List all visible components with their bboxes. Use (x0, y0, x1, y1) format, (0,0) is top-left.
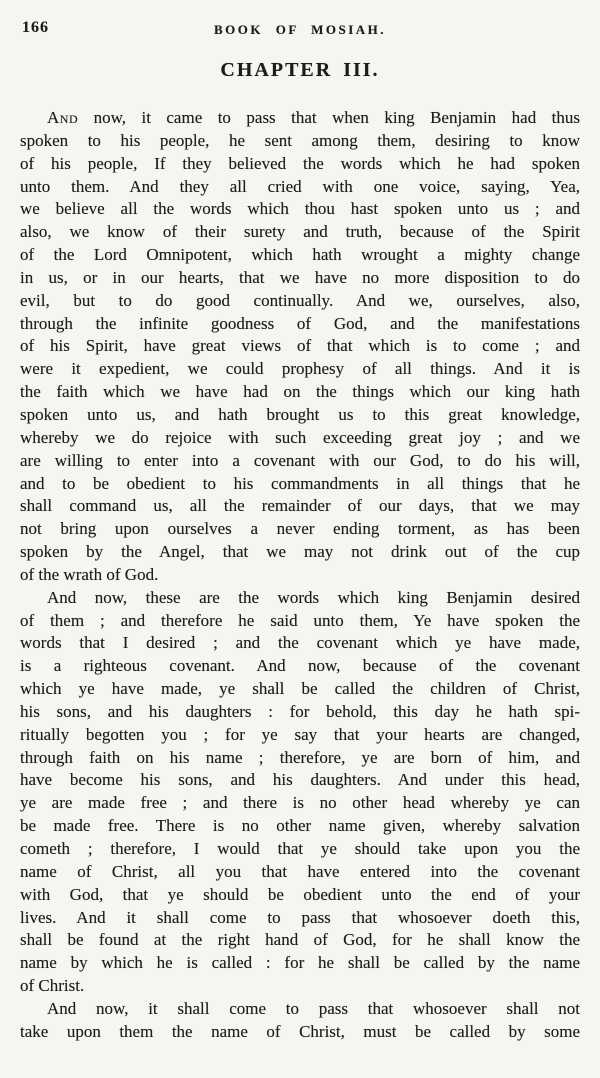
text-line: and to be obedient to his commandments in all things that he (20, 473, 580, 493)
text-line: are willing to enter into a covenant with our God, to do his will, (20, 450, 580, 470)
text-line: shall be found at the right hand of God, for he shall know the (20, 930, 580, 950)
text-line: of his people, If they believed the words which he had spoken (20, 153, 580, 173)
text-line: name of Christ, all you that have entered into the covenant (20, 861, 580, 881)
text-line: which ye have made, ye shall be called the children of Christ, (20, 679, 580, 699)
text-line: in us, or in our hearts, that we have no more disposition to do (20, 267, 580, 287)
text-line: unto them. And they all cried with one voice, saying, Yea, (20, 176, 580, 196)
text-line: of them ; and therefore he said unto them, Ye have spoken the (20, 610, 580, 630)
text-line: is a righteous covenant. And now, because of the covenant (20, 656, 580, 676)
chapter-heading: CHAPTER III. (220, 59, 380, 81)
text-line: with God, that ye should be obedient unto the end of your (20, 884, 580, 904)
text-line: spoken to his people, he sent among them, desiring to know (20, 130, 580, 150)
page-header (20, 18, 580, 42)
small-caps-lead: And (47, 108, 79, 127)
text-line: And now, these are the words which king Benjamin desired (47, 587, 580, 607)
text-line: And now, it came to pass that when king Benjamin had thus (47, 108, 580, 127)
paragraph (20, 998, 580, 1044)
text-line: lives. And it shall come to pass that whosoever doeth this, (20, 907, 580, 927)
text-line: words that I desired ; and the covenant which ye have made, (20, 633, 580, 653)
text-line: take upon them the name of Christ, must be called by some (20, 1021, 580, 1041)
text-line: ye are made free ; and there is no other head whereby ye can (20, 793, 580, 813)
running-title: BOOK OF MOSIAH. (214, 22, 386, 37)
text-line: be made free. There is no other name given, whereby salvation (20, 816, 580, 836)
text-line: name by which he is called : for he shall be called by the name (20, 953, 580, 973)
text-line: evil, but to do good continually. And we, ourselves, also, (20, 290, 580, 310)
text-line: through faith on his name ; therefore, ye are born of him, and (20, 747, 580, 767)
text-line: of the Lord Omnipotent, which hath wrought a mighty change (20, 245, 580, 265)
text-line: not bring upon ourselves a never ending torment, as has been (20, 519, 580, 539)
text-line: of the wrath of God. (20, 564, 159, 584)
text-line: were it expedient, we could prophesy of all things. And it is (20, 359, 580, 379)
text-line: through the infinite goodness of God, and the manifestations (20, 313, 580, 333)
text-line: his sons, and his daughters : for behold, this day he hath spi- (20, 701, 580, 721)
page-body (20, 107, 580, 1044)
paragraph (20, 587, 580, 998)
text-line: the faith which we have had on the things which our king hath (20, 382, 580, 402)
text-line: also, we know of their surety and truth, because of the Spirit (20, 222, 580, 242)
paragraph (20, 107, 580, 587)
text-line: spoken unto us, and hath brought us to this great knowledge, (20, 404, 580, 424)
page-number: 166 (22, 19, 49, 36)
text-line: of Christ. (20, 976, 85, 996)
text-line: And now, it shall come to pass that whosoever shall not (47, 998, 580, 1018)
text-line: whereby we do rejoice with such exceeding great joy ; and we (20, 427, 580, 447)
text-line: ritually begotten you ; for ye say that your hearts are changed, (20, 724, 580, 744)
text-line: cometh ; therefore, I would that ye should take upon you the (20, 839, 580, 858)
text-line: we believe all the words which thou hast spoken unto us ; and (20, 199, 580, 219)
text-line: shall command us, all the remainder of our days, that we may (20, 496, 580, 516)
text-line: have become his sons, and his daughters. And under this head, (20, 770, 580, 790)
text-line: spoken by the Angel, that we may not drink out of the cup (20, 542, 580, 562)
text-line: of his Spirit, have great views of that which is to come ; and (20, 336, 580, 356)
